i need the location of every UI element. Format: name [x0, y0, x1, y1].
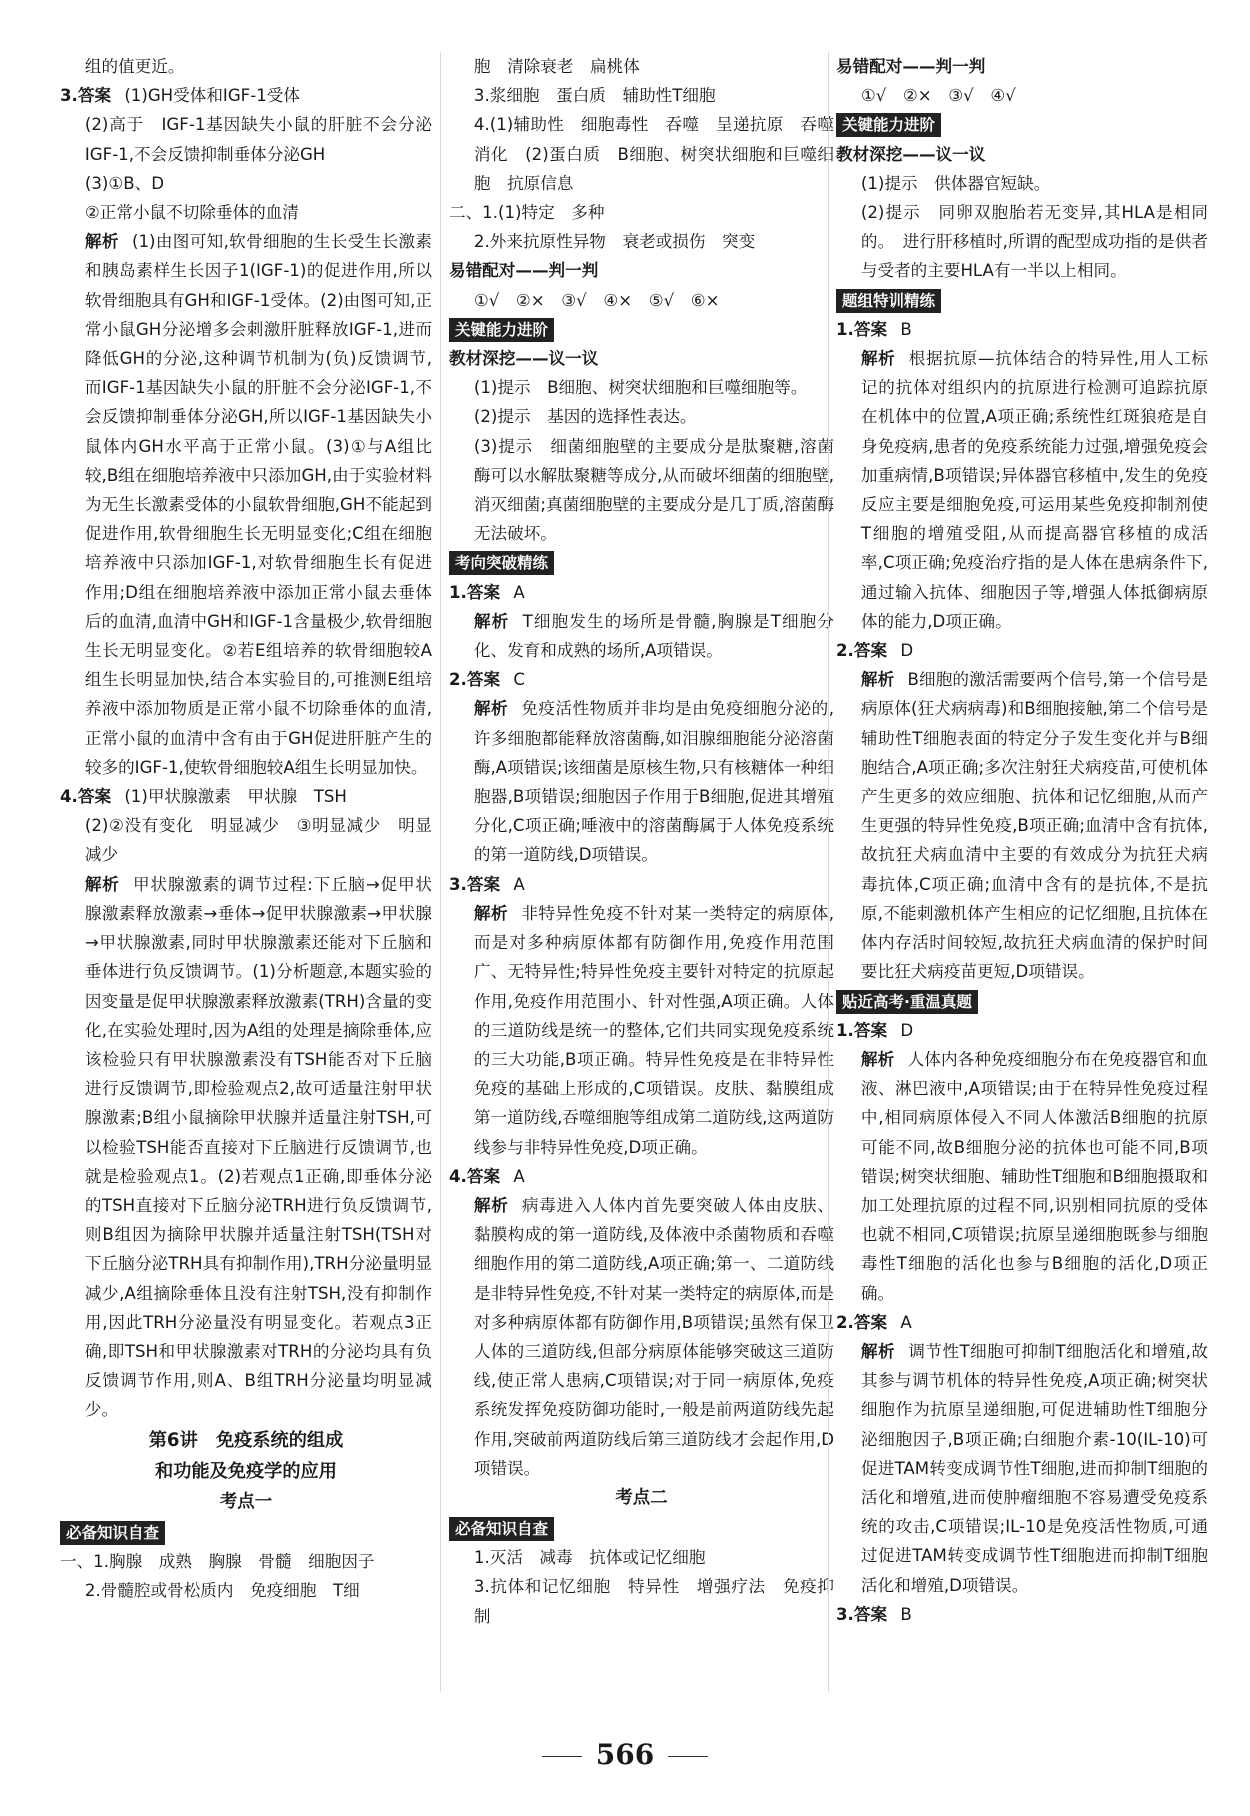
section-title: 考点二	[615, 1487, 668, 1508]
answer-item	[60, 227, 432, 782]
text-line	[836, 198, 1208, 286]
text-line	[836, 169, 1208, 198]
text-line	[60, 52, 432, 81]
answer-item	[836, 1337, 1208, 1600]
section-header	[449, 315, 834, 344]
page-number: 566	[595, 1738, 655, 1771]
answer-text: 一、1.胸腺 成熟 胸腺 骨髓 细胞因子	[60, 1551, 375, 1571]
answer-text: 2.骨髓腔或骨松质内 免疫细胞 T细	[84, 1580, 360, 1600]
answer-text: 根据抗原—抗体结合的特异性,用人工标记的抗体对组织内的抗原进行检测可追踪抗原在机体中的位置,A项正确;系统性红斑狼疮是自身免疫病,患者的免疫系统能力过强,增强免疫会加重病情,B项错误;异体器官移植中,发生的免疫反应主要是细胞免疫,可运用某些免疫抑制剂使T细胞的增殖受阻,从而提高器官移植的成活率,C项正确;免疫治疗指的是人体在患病条件下,通过输入抗体、细胞因子等,增强人体抵御病原体的能力,D项正确。	[860, 349, 1208, 631]
answer-item	[449, 607, 834, 665]
answer-item	[836, 636, 1208, 665]
answer-text: 2.外来抗原性异物 衰老或损伤 突变	[473, 232, 756, 252]
answer-text: (2)提示 同卵双胞胎若无变异,其HLA是相同的。 进行肝移植时,所谓的配型成功指的是供者与受者的主要HLA有一半以上相同。	[860, 203, 1208, 281]
answer-text: 易错配对——判一判	[449, 261, 599, 281]
column-divider	[828, 52, 829, 1692]
answer-text: T细胞发生的场所是骨髓,胸腺是T细胞分化、发育和成熟的场所,A项错误。	[473, 611, 834, 661]
text-line	[449, 52, 834, 81]
answer-text: B	[900, 1604, 912, 1624]
section-tag: 题组特训精练	[836, 289, 941, 313]
answer-item	[449, 578, 834, 607]
answer-text: (2)高于 IGF-1基因缺失小鼠的肝脏不会分泌IGF-1,不会反馈抑制垂体分泌GH	[84, 115, 432, 164]
answer-text: (2)提示 基因的选择性表达。	[473, 407, 697, 427]
text-line	[449, 344, 834, 373]
section-header	[836, 987, 1208, 1016]
text-line	[449, 256, 834, 285]
answer-item	[449, 694, 834, 869]
answer-label: 解析	[860, 1049, 895, 1069]
answer-text: 4.(1)辅助性 细胞毒性 吞噬 呈递抗原 吞噬消化 (2)蛋白质 B细胞、树突状细胞和巨噬细胞 抗原信息	[473, 115, 834, 193]
answer-label: 1.答案	[836, 1020, 888, 1040]
answer-text: C	[513, 670, 525, 690]
text-line	[60, 198, 432, 227]
answer-item	[836, 665, 1208, 986]
answer-label: 解析	[473, 1195, 509, 1215]
section-header	[449, 548, 834, 577]
text-line	[449, 373, 834, 402]
column-left	[60, 52, 432, 1692]
answer-text: A	[513, 1166, 525, 1186]
answer-text: D	[900, 1020, 914, 1040]
answer-text: 教材深挖——议一议	[836, 144, 986, 164]
answer-text: ①√ ②× ③√ ④√	[860, 86, 1016, 106]
answer-label: 4.答案	[60, 787, 112, 807]
answer-text: 教材深挖——议一议	[449, 349, 599, 369]
answer-text: 免疫活性物质并非均是由免疫细胞分泌的,许多细胞都能释放溶菌酶,如泪腺细胞能分泌溶菌酶,A项错误;该细菌是原核生物,只有核糖体一种细胞器,B项错误;细胞因子作用于B细胞,促进其增殖分化,C项正确;唾液中的溶菌酶属于人体免疫系统的第一道防线,D项错误。	[473, 699, 834, 865]
answer-item	[836, 1308, 1208, 1337]
answer-item	[836, 1016, 1208, 1045]
answer-text: (1)提示 供体器官短缺。	[860, 173, 1051, 193]
text-line	[449, 81, 834, 110]
text-line	[449, 1543, 834, 1572]
answer-text: (1)GH受体和IGF-1受体	[124, 86, 300, 106]
answer-text: 人体内各种免疫细胞分布在免疫器官和血液、淋巴液中,A项错误;由于在特异性免疫过程中,相同病原体侵入不同人体激活B细胞的抗原可能不同,故B细胞分泌的抗体也可能不同,B项错误;树突状细胞、辅助性T细胞和B细胞摄取和加工处理抗原的过程不同,识别相同抗原的受体也就不相同,C项错误;抗原呈递细胞既参与细胞毒性T细胞的活化也参与B细胞的活化,D项正确。	[860, 1049, 1208, 1303]
answer-label: 1.答案	[836, 319, 888, 339]
answer-text: D	[900, 641, 914, 661]
text-line	[449, 402, 834, 431]
answer-text: B	[900, 319, 912, 339]
section-tag: 考向突破精练	[449, 551, 554, 575]
text-line	[836, 81, 1208, 110]
answer-text: (2)②没有变化 明显减少 ③明显减少 明显减少	[84, 816, 432, 865]
answer-text: ②正常小鼠不切除垂体的血清	[84, 203, 299, 223]
page-number-footer	[0, 1738, 1250, 1771]
answer-label: 解析	[473, 903, 509, 923]
text-line	[449, 286, 834, 315]
answer-item	[449, 899, 834, 1162]
answer-label: 2.答案	[836, 1312, 888, 1332]
answer-text: (1)由图可知,软骨细胞的生长受生长激素和胰岛素样生长因子1(IGF-1)的促进作用,所以软骨细胞具有GH和IGF-1受体。(2)由图可知,正常小鼠GH分泌增多会刺激肝脏释放IGF-1,进而降低GH的分泌,这种调节机制为(负)反馈调节,而IGF-1基因缺失小鼠的肝脏不会分泌IGF-1,不会反馈抑制垂体分泌GH,所以IGF-1基因缺失小鼠体内GH水平高于正常小鼠。(3)①与A组比较,B组在细胞培养液中只添加GH,由于实验材料为无生长激素受体的小鼠软骨细胞,GH不能起到促进作用,软骨细胞生长无明显变化;C组在细胞培养液中只添加IGF-1,对软骨细胞生长有促进作用;D组在细胞培养液中添加正常小鼠去垂体后的血清,血清中GH和IGF-1含量极少,软骨细胞生长无明显变化。②若E组培养的软骨细胞较A组生长明显加快,结合本实验目的,可推测E组培养液中添加物质是正常小鼠不切除垂体的血清,正常小鼠的血清中含有由于GH促进肝脏产生的较多的IGF-1,使软骨细胞较A组生长明显加快。	[84, 232, 432, 777]
answer-text: A	[513, 582, 525, 602]
text-line	[60, 110, 432, 168]
answer-text: 3.抗体和记忆细胞 特异性 增强疗法 免疫抑制	[473, 1577, 834, 1626]
answer-text: (1)甲状腺激素 甲状腺 TSH	[124, 787, 347, 807]
text-line	[449, 1572, 834, 1630]
answer-label: 2.答案	[449, 670, 501, 690]
text-line	[60, 1576, 432, 1605]
section-tag: 必备知识自查	[60, 1521, 165, 1545]
chapter-title: 和功能及免疫学的应用	[155, 1460, 337, 1482]
answer-text: (3)①B、D	[84, 173, 165, 193]
answer-label: 3.答案	[60, 86, 112, 106]
text-line	[60, 811, 432, 869]
text-line	[449, 110, 834, 198]
section-header	[836, 110, 1208, 139]
answer-item	[836, 1600, 1208, 1629]
answer-text: 二、1.(1)特定 多种	[449, 203, 605, 223]
answer-text: 易错配对——判一判	[836, 57, 986, 76]
answer-item	[449, 1191, 834, 1483]
answer-text: 3.浆细胞 蛋白质 辅助性T细胞	[473, 86, 716, 106]
answer-label: 3.答案	[449, 874, 501, 894]
answer-label: 3.答案	[836, 1604, 888, 1624]
text-line	[836, 140, 1208, 169]
text-line	[449, 227, 834, 256]
column-right	[836, 52, 1208, 1692]
section-header	[60, 1518, 432, 1547]
answer-item	[60, 782, 432, 811]
section-header	[449, 1514, 834, 1543]
answer-item	[449, 870, 834, 899]
answer-item	[836, 315, 1208, 344]
text-line	[60, 169, 432, 198]
answer-text: ①√ ②× ③√ ④× ⑤√ ⑥×	[473, 290, 720, 310]
text-line	[449, 432, 834, 549]
answer-text: 病毒进入人体内首先要突破人体由皮肤、黏膜构成的第一道防线,及体液中杀菌物质和吞噬细胞作用的第二道防线,A项正确;第一、二道防线是非特异性免疫,不针对某一类特定的病原体,而是对多种病原体都有防御作用,B项错误;虽然有保卫人体的三道防线,但部分病原体能够突破这三道防线,使正常人患病,C项错误;对于同一病原体,免疫系统发挥免疫防御功能时,一般是前两道防线先起作用,突破前两道防线后第三道防线才会起作用,D项错误。	[473, 1195, 834, 1478]
answer-label: 解析	[84, 874, 120, 894]
answer-label: 解析	[84, 232, 119, 252]
answer-item	[836, 344, 1208, 636]
footer-rule	[542, 1756, 582, 1757]
answer-text: 甲状腺激素的调节过程:下丘脑→促甲状腺激素释放激素→垂体→促甲状腺激素→甲状腺→甲状腺激素,同时甲状腺激素还能对下丘脑和垂体进行负反馈调节。(1)分析题意,本题实验的因变量是促甲状腺激素释放激素(TRH)含量的变化,在实验处理时,因为A组的处理是摘除垂体,应该检验只有甲状腺激素没有TSH能否对下丘脑进行反馈调节,即检验观点2,故可适量注射甲状腺激素;B组小鼠摘除甲状腺并适量注射TSH,可以检验TSH能否直接对下丘脑进行反馈调节,也就是检验观点1。(2)若观点1正确,即垂体分泌的TSH直接对下丘脑分泌TRH进行负反馈调节,则B组因为摘除甲状腺并适量注射TSH(TSH对下丘脑分泌TRH具有抑制作用),TRH分泌量明显减少,A组摘除垂体且没有注射TSH,没有抑制作用,因此TRH分泌量没有明显变化。若观点3正确,即TSH和甲状腺激素对TRH的分泌均具有负反馈调节作用,则A、B组TRH分泌量均明显减少。	[84, 874, 432, 1420]
text-line	[60, 1547, 432, 1576]
text-line	[449, 198, 834, 227]
answer-item	[60, 81, 432, 110]
section-title: 考点一	[219, 1491, 273, 1512]
section-tag: 贴近高考·重温真题	[836, 990, 978, 1014]
answer-text: B细胞的激活需要两个信号,第一个信号是病原体(狂犬病病毒)和B细胞接触,第二个信号是辅助性T细胞表面的特定分子发生变化并与B细胞结合,A项正确;多次注射狂犬病疫苗,可使机体产生更多的效应细胞、抗体和记忆细胞,从而产生更强的特异性免疫,B项正确;血清中含有抗体,故抗狂犬病血清中主要的有效成分为抗狂犬病毒抗体,C项正确;血清中含有的是抗体,不是抗原,不能刺激机体产生相应的记忆细胞,且抗体在体内存活时间较短,故抗狂犬病血清的保护时间要比狂犬病疫苗更短,D项错误。	[860, 670, 1208, 982]
answer-text: 组的值更近。	[84, 57, 185, 76]
answer-text: (3)提示 细菌细胞壁的主要成分是肽聚糖,溶菌酶可以水解肽聚糖等成分,从而破坏细菌的细胞壁,消灭细菌;真菌细胞壁的主要成分是几丁质,溶菌酶无法破坏。	[473, 436, 834, 544]
answer-label: 1.答案	[449, 582, 501, 602]
column-divider	[440, 52, 441, 1692]
answer-label: 解析	[860, 1341, 896, 1361]
answer-item	[60, 870, 432, 1425]
section-tag: 关键能力进阶	[449, 318, 554, 342]
column-middle	[449, 52, 834, 1692]
section-tag: 必备知识自查	[449, 1517, 554, 1541]
answer-label: 解析	[860, 349, 896, 369]
answer-text: (1)提示 B细胞、树突状细胞和巨噬细胞等。	[473, 378, 808, 398]
section-tag: 关键能力进阶	[836, 113, 941, 137]
section-header	[836, 286, 1208, 315]
answer-label: 4.答案	[449, 1166, 501, 1186]
answer-item	[836, 1045, 1208, 1308]
answer-text: 胞 清除衰老 扁桃体	[473, 57, 640, 76]
chapter-title: 第6讲 免疫系统的组成	[148, 1429, 344, 1451]
answer-label: 解析	[860, 670, 895, 690]
answer-item	[449, 1162, 834, 1191]
answer-text: 非特异性免疫不针对某一类特定的病原体,而是对多种病原体都有防御作用,免疫作用范围广、无特异性;特异性免疫主要针对特定的抗原起作用,免疫作用范围小、针对性强,A项正确。人体的三道防线是统一的整体,它们共同实现免疫系统的三大功能,B项正确。特异性免疫是在非特异性免疫的基础上形成的,C项错误。皮肤、黏膜组成第一道防线,吞噬细胞等组成第二道防线,这两道防线参与非特异性免疫,D项正确。	[473, 903, 834, 1157]
text-line	[836, 52, 1208, 81]
answer-label: 2.答案	[836, 641, 888, 661]
answer-text: 1.灭活 减毒 抗体或记忆细胞	[473, 1548, 706, 1568]
answer-text: 调节性T细胞可抑制T细胞活化和增殖,故其参与调节机体的特异性免疫,A项正确;树突状细胞作为抗原呈递细胞,可促进辅助性T细胞分泌细胞因子,B项正确;白细胞介素-10(IL-10)可促进TAM转变成调节性T细胞,进而抑制T细胞的活化和增殖,进而使肿瘤细胞不容易遭受免疫系统的攻击,C项错误;IL-10是免疫活性物质,可通过促进TAM转变成调节性T细胞进而抑制T细胞活化和增殖,D项错误。	[860, 1341, 1208, 1595]
answer-label: 解析	[473, 699, 509, 719]
answer-text: A	[513, 874, 525, 894]
answer-label: 解析	[473, 611, 510, 631]
answer-item	[449, 665, 834, 694]
answer-text: A	[900, 1312, 912, 1332]
footer-rule	[668, 1756, 708, 1757]
